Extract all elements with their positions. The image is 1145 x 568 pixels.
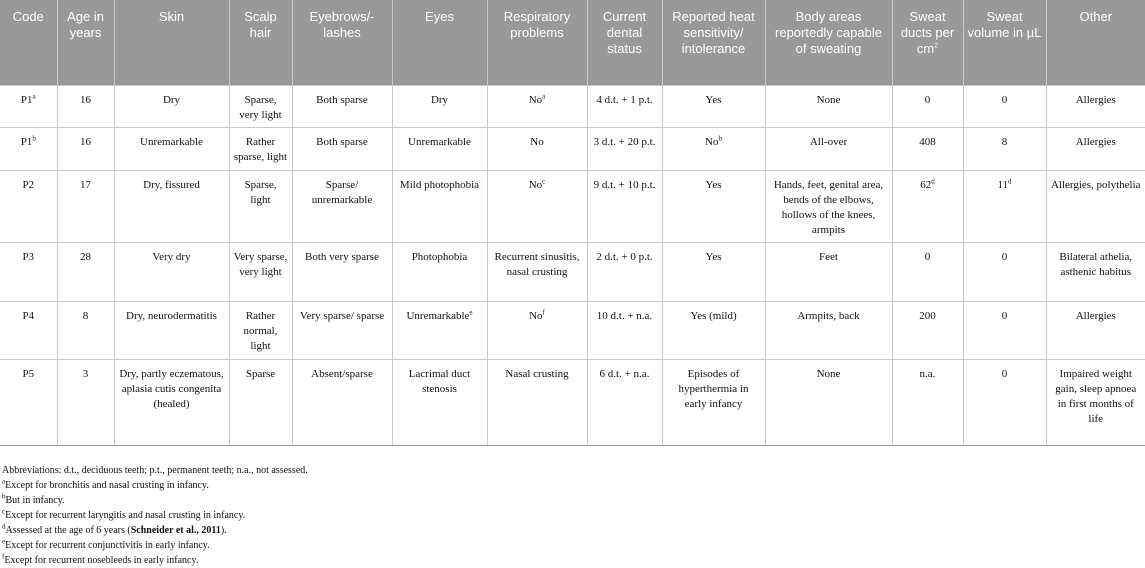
cell-code: P1$^a$: [0, 85, 57, 127]
header-respiratory: Respiratory problems: [487, 0, 587, 85]
table-row: [0, 301, 1145, 359]
footnote-a: $^a$Except for bronchitis and nasal crusting in infancy.: [2, 477, 209, 491]
cell-eyes: Unremarkable$^e$: [392, 301, 487, 359]
cell-skin: Dry: [114, 85, 229, 127]
footnote-e: $^e$Except for recurrent conjunctivitis in early infancy.: [2, 537, 210, 551]
cell-eyebrows: Both sparse: [292, 127, 392, 170]
table-row: [0, 359, 1145, 445]
table-row: [0, 85, 1145, 127]
header-eyes: Eyes: [392, 0, 487, 85]
cell-sweat-volume: 0: [963, 85, 1046, 127]
cell-sweat-ducts: 62$^d$: [892, 170, 963, 242]
cell-heat: Yes: [662, 170, 765, 242]
cell-skin: Dry, neurodermatitis: [114, 301, 229, 359]
table-footnotes: [2, 463, 1142, 568]
cell-dental: 6 d.t. + n.a.: [587, 359, 662, 445]
cell-code: P1$^b$: [0, 127, 57, 170]
cell-heat: Yes: [662, 85, 765, 127]
cell-sweat-ducts: n.a.: [892, 359, 963, 445]
cell-other: Allergies: [1046, 127, 1145, 170]
cell-eyes: Dry: [392, 85, 487, 127]
citation-link[interactable]: Schneider et al., 2011: [130, 525, 221, 536]
cell-sweat-ducts: 0: [892, 85, 963, 127]
cell-code: P3: [0, 242, 57, 301]
cell-dental: 9 d.t. + 10 p.t.: [587, 170, 662, 242]
cell-other: Allergies: [1046, 85, 1145, 127]
header-eyebrows: Eyebrows/-lashes: [292, 0, 392, 85]
cell-body-areas: Armpits, back: [765, 301, 892, 359]
cell-age: 3: [57, 359, 114, 445]
header-body-areas: Body areas reportedly capable of sweating: [765, 0, 892, 85]
cell-scalp-hair: Sparse, light: [229, 170, 292, 242]
cell-eyebrows: Absent/sparse: [292, 359, 392, 445]
cell-respiratory: Nasal crusting: [487, 359, 587, 445]
cell-body-areas: None: [765, 359, 892, 445]
cell-code: P5: [0, 359, 57, 445]
cell-body-areas: Hands, feet, genital area, bends of the elbows, hollows of the knees, armpits: [765, 170, 892, 242]
cell-sweat-ducts: 200: [892, 301, 963, 359]
cell-age: 28: [57, 242, 114, 301]
cell-other: Bilateral athelia, asthenic habitus: [1046, 242, 1145, 301]
cell-skin: Unremarkable: [114, 127, 229, 170]
header-heat: Reported heat sensitivity/ intolerance: [662, 0, 765, 85]
cell-respiratory: No$^c$: [487, 170, 587, 242]
cell-skin: Very dry: [114, 242, 229, 301]
cell-sweat-volume: 8: [963, 127, 1046, 170]
cell-sweat-volume: 11$^d$: [963, 170, 1046, 242]
header-other: Other: [1046, 0, 1145, 85]
cell-heat: Yes (mild): [662, 301, 765, 359]
cell-scalp-hair: Sparse, very light: [229, 85, 292, 127]
cell-eyes: Unremarkable: [392, 127, 487, 170]
cell-age: 16: [57, 85, 114, 127]
table-row: [0, 127, 1145, 170]
footnote-d: $^d$Assessed at the age of 6 years (Schneider et al., 2011).: [2, 522, 227, 536]
cell-dental: 10 d.t. + n.a.: [587, 301, 662, 359]
cell-scalp-hair: Sparse: [229, 359, 292, 445]
header-code: Code: [0, 0, 57, 85]
cell-sweat-ducts: 408: [892, 127, 963, 170]
cell-eyes: Mild photophobia: [392, 170, 487, 242]
footnote-f: $^f$Except for recurrent nosebleeds in early infancy.: [2, 552, 199, 566]
header-skin: Skin: [114, 0, 229, 85]
table-row: [0, 242, 1145, 301]
cell-other: Impaired weight gain, sleep apnoea in first months of life: [1046, 359, 1145, 445]
cell-scalp-hair: Very sparse, very light: [229, 242, 292, 301]
cell-code: P2: [0, 170, 57, 242]
cell-sweat-ducts: 0: [892, 242, 963, 301]
cell-dental: 3 d.t. + 20 p.t.: [587, 127, 662, 170]
cell-eyebrows: Very sparse/ sparse: [292, 301, 392, 359]
cell-eyebrows: Both sparse: [292, 85, 392, 127]
footnote-c: $^c$Except for recurrent laryngitis and nasal crusting in infancy.: [2, 507, 246, 521]
cell-heat: Yes: [662, 242, 765, 301]
cell-code: P4: [0, 301, 57, 359]
cell-dental: 2 d.t. + 0 p.t.: [587, 242, 662, 301]
cell-respiratory: No$^a$: [487, 85, 587, 127]
header-scalp-hair: Scalp hair: [229, 0, 292, 85]
cell-respiratory: No$^f$: [487, 301, 587, 359]
header-age: Age in years: [57, 0, 114, 85]
footnote-b: $^b$But in infancy.: [2, 492, 65, 506]
cell-scalp-hair: Rather sparse, light: [229, 127, 292, 170]
header-sweat-ducts: Sweat ducts per $cm^2$: [892, 0, 963, 85]
cell-skin: Dry, partly eczematous, aplasia cutis congenita (healed): [114, 359, 229, 445]
header-sweat-volume: Sweat volume in µL: [963, 0, 1046, 85]
cell-other: Allergies: [1046, 301, 1145, 359]
cell-eyebrows: Sparse/ unremarkable: [292, 170, 392, 242]
cell-age: 8: [57, 301, 114, 359]
cell-eyes: Photophobia: [392, 242, 487, 301]
cell-heat: No$^b$: [662, 127, 765, 170]
cell-eyebrows: Both very sparse: [292, 242, 392, 301]
cell-skin: Dry, fissured: [114, 170, 229, 242]
abbreviations-note: Abbreviations: d.t., deciduous teeth; p.t., permanent teeth; n.a., not assessed.: [2, 465, 308, 476]
cell-body-areas: Feet: [765, 242, 892, 301]
cell-heat: Episodes of hyperthermia in early infancy: [662, 359, 765, 445]
cell-sweat-volume: 0: [963, 359, 1046, 445]
cell-respiratory: Recurrent sinusitis, nasal crusting: [487, 242, 587, 301]
table-row: [0, 170, 1145, 242]
cell-sweat-volume: 0: [963, 242, 1046, 301]
cell-dental: 4 d.t. + 1 p.t.: [587, 85, 662, 127]
cell-age: 16: [57, 127, 114, 170]
cell-body-areas: All-over: [765, 127, 892, 170]
cell-sweat-volume: 0: [963, 301, 1046, 359]
cell-respiratory: No: [487, 127, 587, 170]
cell-eyes: Lacrimal duct stenosis: [392, 359, 487, 445]
header-dental: Current dental status: [587, 0, 662, 85]
cell-scalp-hair: Rather normal, light: [229, 301, 292, 359]
cell-other: Allergies, polythelia: [1046, 170, 1145, 242]
header-row: [0, 0, 1145, 85]
cell-age: 17: [57, 170, 114, 242]
cell-body-areas: None: [765, 85, 892, 127]
